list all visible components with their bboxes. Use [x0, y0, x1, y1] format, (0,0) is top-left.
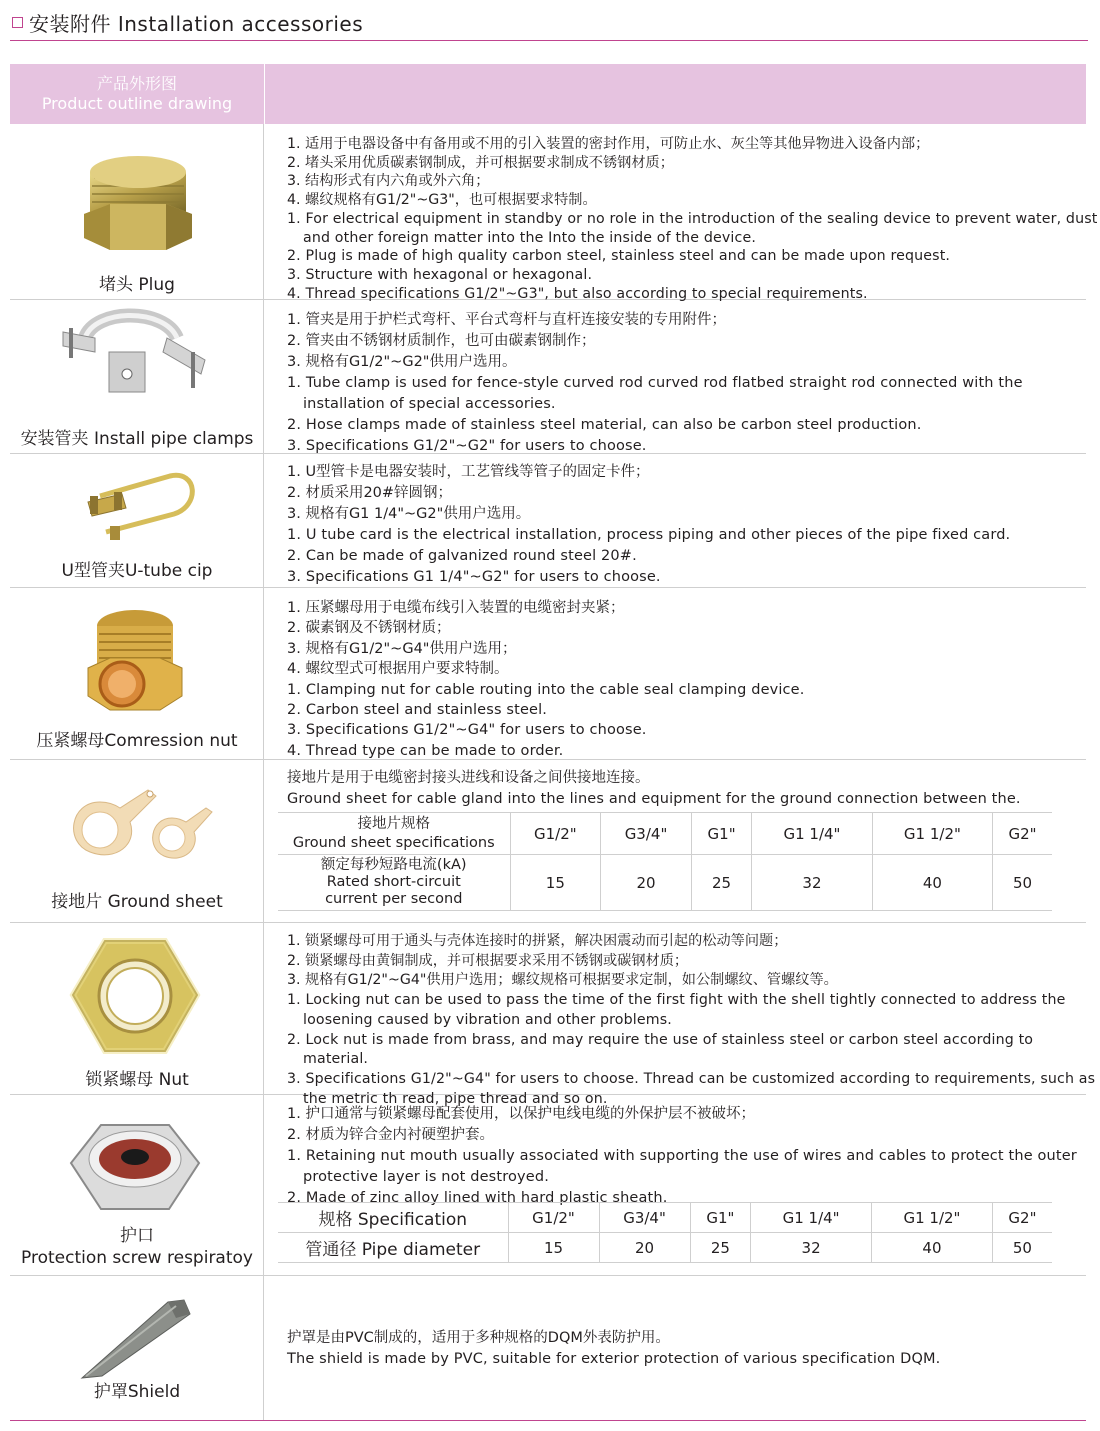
table-cell: G1" [691, 813, 751, 855]
square-bullet-icon [12, 17, 23, 28]
table-cell: 15 [508, 1233, 599, 1263]
table-cell: 15 [510, 855, 601, 911]
desc-line: 1. U型管卡是电器安装时，工艺管线等管子的固定卡件； [287, 464, 650, 480]
desc-line: 4. Thread specifications G1/2"~G3", but also according to special requirements. [287, 285, 868, 302]
lock-nut-image-icon [65, 933, 205, 1063]
table-row [278, 1233, 1052, 1263]
desc-line: 1. 护口通常与锁紧螺母配套使用，以保护电线电缆的外保护层不被破坏； [287, 1106, 755, 1122]
table-cell: G2" [993, 813, 1052, 855]
product-name-u-tube-clip: U型管夹U-tube cip [61, 561, 213, 581]
table-cell: G3/4" [599, 1203, 690, 1233]
table-cell: G1 1/4" [752, 813, 872, 855]
desc-line: 1. Retaining nut mouth usually associated with supporting the use of wires and cables to protect the outer protective layer is not destroyed. [287, 1148, 1077, 1185]
desc-line: 3. Specifications G1/2"~G4" for users to choose. [287, 722, 647, 739]
page-title [12, 8, 363, 37]
desc-line: 2. 材质采用20#锌圆钢； [287, 484, 453, 501]
desc-line: 4. Thread type can be made to order. [287, 742, 564, 759]
description-lock-nut [287, 932, 1100, 1109]
table-cell: 32 [751, 1233, 872, 1263]
table-row [278, 855, 1052, 911]
desc-line: 3. Specifications G1/2"~G2" for users to choose. [287, 438, 647, 454]
desc-line: 1. For electrical equipment in standby or no role in the introduction of the sealing device to prevent water, dust and other foreign matter into the Into the inside of the device. [287, 210, 1098, 246]
table-cell: 20 [599, 1233, 690, 1263]
table-header-cell [278, 855, 510, 911]
table-cell: 40 [872, 1233, 993, 1263]
ground-sheet-image-icon [60, 782, 220, 872]
product-name-cn: 护口 [120, 1226, 154, 1246]
table-cell: 50 [993, 855, 1052, 911]
description-ground-sheet [287, 768, 1100, 810]
table-row [278, 1203, 1052, 1233]
description-pipe-clamps [287, 310, 1100, 457]
product-name-compression-nut: 压紧螺母Comression nut [36, 731, 238, 751]
header-en: Product outline drawing [41, 94, 233, 113]
product-name-plug: 堵头 Plug [99, 275, 175, 295]
table-header-cell: 管通径 Pipe diameter [278, 1233, 508, 1263]
desc-line: 3. 规格有G1 1/4"~G2"供用户选用。 [287, 505, 531, 522]
table-cell: G3/4" [601, 813, 692, 855]
desc-line: 3. 规格有G1/2"~G4"供用户选用； [287, 640, 517, 657]
desc-line: 3. Structure with hexagonal or hexagonal. [287, 266, 593, 283]
product-row-u-tube-clip [10, 454, 1086, 587]
table-header-cell: 规格 Specification [278, 1203, 508, 1233]
bottom-divider [10, 1420, 1086, 1421]
description-shield [287, 1328, 1100, 1370]
header-cn: 产品外形图 [96, 74, 177, 93]
product-name-pipe-clamps: 安装管夹 Install pipe clamps [20, 429, 254, 449]
table-row [278, 813, 1052, 855]
product-name-lock-nut: 锁紧螺母 Nut [85, 1070, 189, 1090]
product-row-ground-sheet [10, 760, 1086, 922]
desc-line: 2. 材质为锌合金内衬硬塑护套。 [287, 1127, 494, 1143]
protection-screw-image-icon [65, 1119, 205, 1219]
desc-line: 1. 适用于电器设备中有备用或不用的引入装置的密封作用，可防止水、灰尘等其他异物进入设备内部； [287, 136, 930, 152]
desc-line: 2. Can be made of galvanized round steel 20#. [287, 547, 637, 564]
current-label-cn: 额定每秒短路电流(kA) [320, 857, 467, 873]
spec-label-en: Ground sheet specifications [292, 834, 495, 851]
desc-line: 2. Lock nut is made from brass, and may require the use of stainless steel or carbon steel according to material. [287, 1031, 1034, 1068]
table-cell: G1/2" [508, 1203, 599, 1233]
table-header [10, 64, 1086, 124]
desc-line: 1. 锁紧螺母可用于通头与壳体连接时的拼紧，解决困震动而引起的松动等问题； [287, 933, 788, 949]
product-row-shield [10, 1276, 1086, 1420]
compression-nut-image-icon [80, 600, 190, 720]
desc-line: 2. Carbon steel and stainless steel. [287, 702, 548, 719]
description-compression-nut [287, 598, 1100, 761]
product-name-shield: 护罩Shield [93, 1382, 181, 1402]
product-row-compression-nut [10, 588, 1086, 759]
title-divider [10, 40, 1088, 41]
table-cell: G1 1/4" [751, 1203, 872, 1233]
desc-line: 1. Locking nut can be used to pass the time of the first fight with the shell tightly connected to address the loosening caused by vibration and other problems. [287, 992, 1066, 1028]
description-u-tube-clip [287, 462, 1100, 587]
desc-line: 1. Clamping nut for cable routing into the cable seal clamping device. [287, 681, 805, 698]
table-cell: G1 1/2" [872, 813, 992, 855]
desc-line: 3. 规格有G1/2"~G2"供用户选用。 [287, 354, 517, 370]
desc-line: 2. Plug is made of high quality carbon steel, stainless steel and can be made upon request. [287, 248, 951, 265]
description-protection-screw [287, 1104, 1100, 1209]
page-title-text: 安装附件 Installation accessories [29, 12, 364, 36]
header-divider [264, 64, 265, 124]
product-name-en: Protection screw respiratoy [21, 1248, 253, 1268]
desc-line: 2. 锁紧螺母由黄铜制成，并可根据要求采用不锈钢或碳钢材质； [287, 952, 689, 969]
desc-line: 接地片是用于电缆密封接头进线和设备之间供接地连接。 [287, 770, 650, 786]
desc-line: 1. 压紧螺母用于电缆布线引入装置的电缆密封夹紧； [287, 600, 625, 616]
desc-line: 2. 堵头采用优质碳素钢制成，并可根据要求制成不锈钢材质； [287, 154, 674, 171]
table-cell: 20 [601, 855, 692, 911]
product-row-plug [10, 124, 1098, 302]
desc-line: 2. Made of zinc alloy lined with hard plastic sheath. [287, 1190, 668, 1206]
desc-line: 2. 管夹由不锈钢材质制作，也可由碳素钢制作； [287, 333, 596, 349]
table-cell: G1 1/2" [872, 1203, 993, 1233]
table-cell: 25 [690, 1233, 751, 1263]
product-row-lock-nut [10, 923, 1096, 1107]
protection-spec-table [278, 1202, 1052, 1263]
product-name-protection-screw [10, 1225, 264, 1269]
desc-line: 3. 结构形式有内六角或外六角； [287, 173, 490, 190]
table-cell: G1/2" [510, 813, 601, 855]
desc-line: 3. Specifications G1 1/4"~G2" for users to choose. [287, 568, 661, 585]
desc-line: 4. 螺纹型式可根据用户要求特制。 [287, 661, 509, 678]
desc-line: 2. 碳素钢及不锈钢材质； [287, 620, 451, 637]
desc-line: 护罩是由PVC制成的，适用于多种规格的DQM外表防护用。 [287, 1330, 670, 1346]
header-product-outline [10, 64, 264, 124]
product-row-protection-screw [10, 1095, 1086, 1275]
desc-line: 3. 规格有G1/2"~G4"供用户选用；螺纹规格可根据要求定制，如公制螺纹、管螺纹等。 [287, 972, 838, 989]
table-header-cell [278, 813, 510, 855]
ground-sheet-spec-table [278, 812, 1052, 911]
product-row-pipe-clamps [10, 300, 1086, 453]
table-cell: 32 [752, 855, 872, 911]
plug-image-icon [70, 142, 200, 272]
shield-image-icon [72, 1296, 202, 1386]
table-cell: G2" [992, 1203, 1052, 1233]
desc-line: 4. 螺纹规格有G1/2"~G3"，也可根据要求特制。 [287, 192, 597, 209]
current-label-en: Rated short-circuit [326, 874, 461, 890]
description-plug [287, 135, 1100, 303]
pipe-clamp-image-icon [55, 308, 215, 408]
current-label-en: current per second [325, 891, 463, 907]
desc-line: 2. Hose clamps made of stainless steel material, can also be carbon steel production. [287, 417, 922, 433]
spec-label-cn: 接地片规格 [357, 815, 430, 832]
table-cell: 40 [872, 855, 992, 911]
u-tube-clip-image-icon [70, 466, 200, 546]
desc-line: Ground sheet for cable gland into the lines and equipment for the ground connection between the. [287, 791, 1021, 807]
desc-line: 3. Specifications G1/2"~G4" for users to choose. Thread can be customized according to requirements, such as the metric th read, pipe thread and so on. [287, 1070, 1096, 1107]
desc-line: The shield is made by PVC, suitable for exterior protection of various specification DQM. [287, 1351, 941, 1367]
product-name-ground-sheet: 接地片 Ground sheet [51, 892, 223, 912]
desc-line: 1. 管夹是用于护栏式弯杆、平台式弯杆与直杆连接安装的专用附件； [287, 312, 726, 328]
table-cell: 25 [691, 855, 751, 911]
desc-line: 1. U tube card is the electrical installation, process piping and other pieces of the pipe fixed card. [287, 526, 1011, 543]
table-cell: 50 [992, 1233, 1052, 1263]
table-cell: G1" [690, 1203, 751, 1233]
desc-line: 1. Tube clamp is used for fence-style curved rod curved rod flatbed straight rod connected with the installation of special accessories. [287, 375, 1023, 412]
